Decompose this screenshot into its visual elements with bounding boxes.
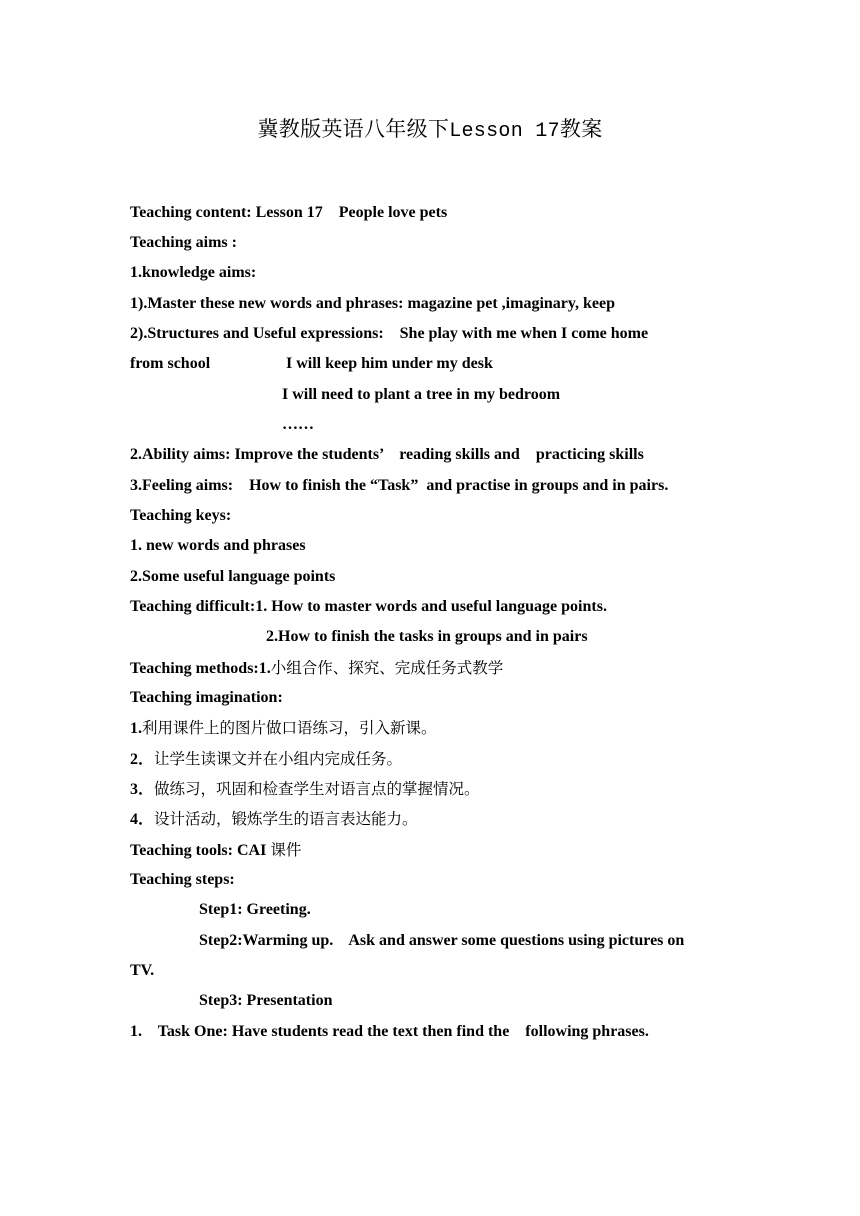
imagination-item-1 [130, 718, 437, 739]
item-text: 让学生读课文并在小组内完成任务。 [154, 750, 403, 768]
item-number: 2． [130, 751, 155, 768]
plant-tree-line: I will need to plant a tree in my bedroom [282, 386, 561, 403]
key-one-line: 1. new words and phrases [130, 537, 306, 554]
title-suffix: 教案 [559, 117, 603, 141]
tools-label: Teaching tools: CAI [130, 842, 271, 859]
item-number: 1. [130, 720, 142, 737]
item-number: 4． [130, 811, 155, 828]
teaching-steps-heading: Teaching steps: [130, 871, 235, 888]
methods-label: Teaching methods:1. [130, 660, 271, 677]
teaching-imagination-heading: Teaching imagination: [130, 689, 283, 706]
teaching-keys-heading: Teaching keys: [130, 507, 232, 524]
title-chinese: 冀教版英语八年级下 [257, 117, 450, 141]
teaching-difficult-line: Teaching difficult:1. How to master words and useful language points. [130, 598, 607, 615]
structures-line: 2).Structures and Useful expressions: She play with me when I come home [130, 325, 649, 342]
step-1-line: Step1: Greeting. [199, 901, 311, 918]
ellipsis-line: …… [282, 416, 314, 433]
teaching-methods-line [130, 658, 503, 679]
new-words-line: 1).Master these new words and phrases: magazine pet ,imaginary, keep [130, 295, 616, 312]
key-two-line: 2.Some useful language points [130, 568, 336, 585]
keep-desk-line: I will keep him under my desk [286, 355, 493, 372]
item-number: 3． [130, 781, 155, 798]
step-2-continuation: TV. [130, 962, 155, 979]
knowledge-aims-line: 1.knowledge aims: [130, 264, 257, 281]
page-title [0, 113, 860, 143]
imagination-item-3 [130, 779, 480, 800]
item-text: 做练习，巩固和检查学生对语言点的掌握情况。 [154, 780, 480, 798]
teaching-content-line: Teaching content: Lesson 17 People love pets [130, 204, 448, 221]
feeling-aims-line: 3.Feeling aims: How to finish the “Task” and practise in groups and in pairs. [130, 477, 669, 494]
item-text: 设计活动，锻炼学生的语言表达能力。 [154, 810, 418, 828]
step-2-line: Step2:Warming up. Ask and answer some questions using pictures on [199, 932, 685, 949]
teaching-aims-heading: Teaching aims : [130, 234, 237, 251]
imagination-item-2 [130, 749, 402, 770]
title-lesson: Lesson 17 [449, 120, 560, 143]
tools-chinese: 课件 [270, 841, 302, 859]
teaching-difficult-line-2: 2.How to finish the tasks in groups and in pairs [266, 628, 588, 645]
imagination-item-4 [130, 809, 418, 830]
teaching-tools-line [130, 840, 301, 861]
task-one-line: 1. Task One: Have students read the text then find the following phrases. [130, 1023, 649, 1040]
methods-chinese: 小组合作、探究、完成任务式教学 [270, 659, 504, 677]
from-school-line: from school [130, 355, 211, 372]
item-text: 利用课件上的图片做口语练习，引入新课。 [142, 719, 437, 737]
step-3-line: Step3: Presentation [199, 992, 333, 1009]
ability-aims-line: 2.Ability aims: Improve the students’ reading skills and practicing skills [130, 446, 644, 463]
